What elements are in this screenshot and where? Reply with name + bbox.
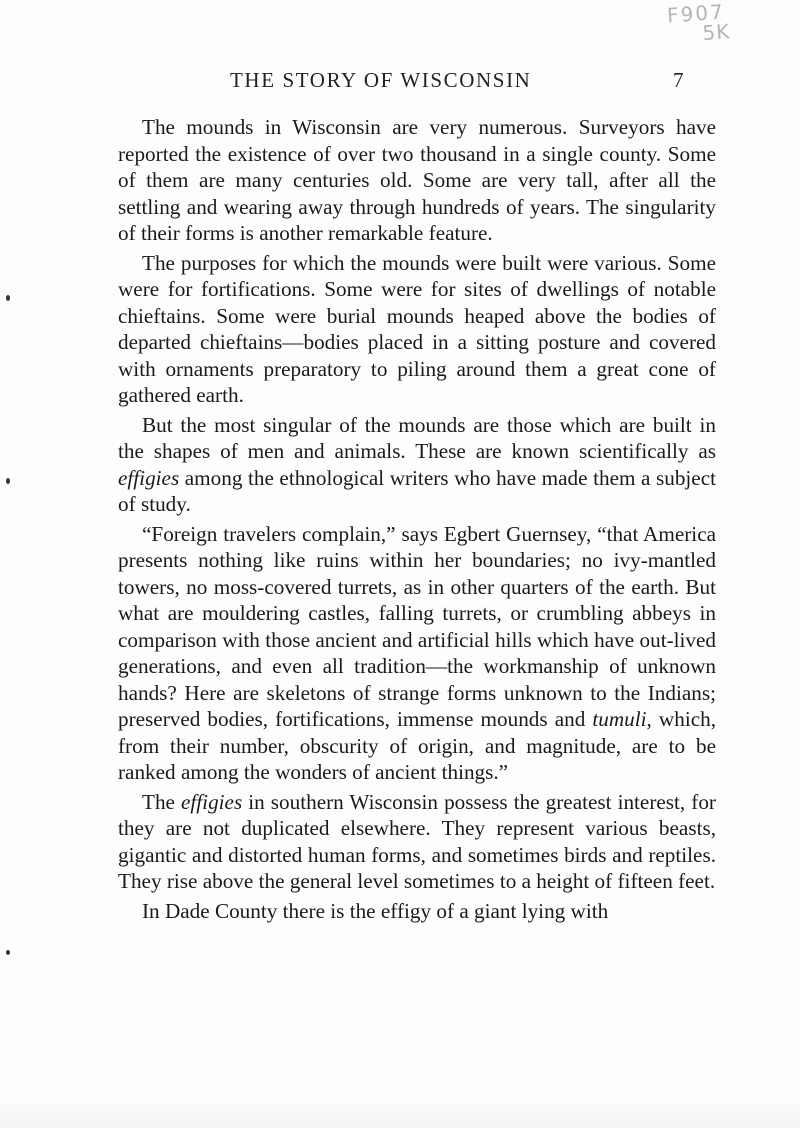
- paragraph: [118, 250, 716, 409]
- text-run: The: [142, 789, 181, 814]
- handwritten-annotation: [666, 0, 769, 53]
- paragraph: [118, 521, 716, 786]
- running-head: [0, 68, 800, 98]
- text-run: The purposes for which the mounds were built were various. Some were for fortifications. Some were for sites of dwellings of notable chieftains. Some were burial mounds heaped above the bodies of departed chieftains—bodies placed in a sitting posture and covered with ornaments preparatory to piling around them a great cone of gathered earth.: [118, 250, 716, 407]
- text-run: The mounds in Wisconsin are very numerous. Surveyors have reported the existence of over two thousand in a single county. Some of them are many centuries old. Some are very tall, after all the settling and wearing away through hundreds of years. The singularity of their forms is another remarkable feature.: [118, 115, 716, 245]
- italic-term: effigies: [118, 465, 180, 490]
- paragraph: [118, 898, 716, 925]
- scan-speck: [6, 295, 10, 301]
- body-text: [118, 114, 716, 927]
- text-run: in southern Wisconsin possess the greatest interest, for they are not duplicated elsewhere. They represent various beasts, gigantic and distorted human forms, and sometimes birds and reptiles. They rise above the general level sometimes to a height of fifteen feet.: [118, 789, 716, 893]
- annotation-line-1: F907: [666, 0, 726, 28]
- text-run: among the ethnological writers who have made them a subject of study.: [118, 465, 716, 516]
- text-run: But the most singular of the mounds are those which are built in the shapes of men and animals. These are known scientifically as: [118, 412, 716, 463]
- page-number: 7: [673, 68, 684, 92]
- italic-term: tumuli: [592, 707, 647, 731]
- paragraph: [118, 412, 716, 518]
- text-run: “Foreign travelers complain,” says Egbert Guernsey, “that America presents nothing like ruins within her boundaries; no ivy-mantled towers, no moss-covered turrets, as in other quarters of the earth. But what are mouldering castles, falling turrets, or crumbling abbeys in comparison with those ancient and artificial hills which have out-lived generations, and even all tradition—the workmanship of unknown hands? Here are skeletons of strange forms unknown to the Indians; preserved bodies, fortifications, immense mounds and: [118, 521, 716, 731]
- running-title: THE STORY OF WISCONSIN: [230, 68, 532, 92]
- annotation-line-2: 5K: [701, 19, 732, 46]
- scan-speck: [6, 478, 10, 484]
- text-run: , which, from their number, obscurity of origin, and magnitude, are to be ranked among the wonders of ancient things.”: [118, 707, 717, 784]
- italic-term: effigies: [181, 789, 243, 814]
- scan-speck: [6, 950, 10, 955]
- text-run: In Dade County there is the effigy of a giant lying with: [142, 898, 609, 923]
- page-bottom-edge: [0, 1098, 800, 1128]
- paragraph: [118, 114, 716, 247]
- paragraph: [118, 789, 716, 895]
